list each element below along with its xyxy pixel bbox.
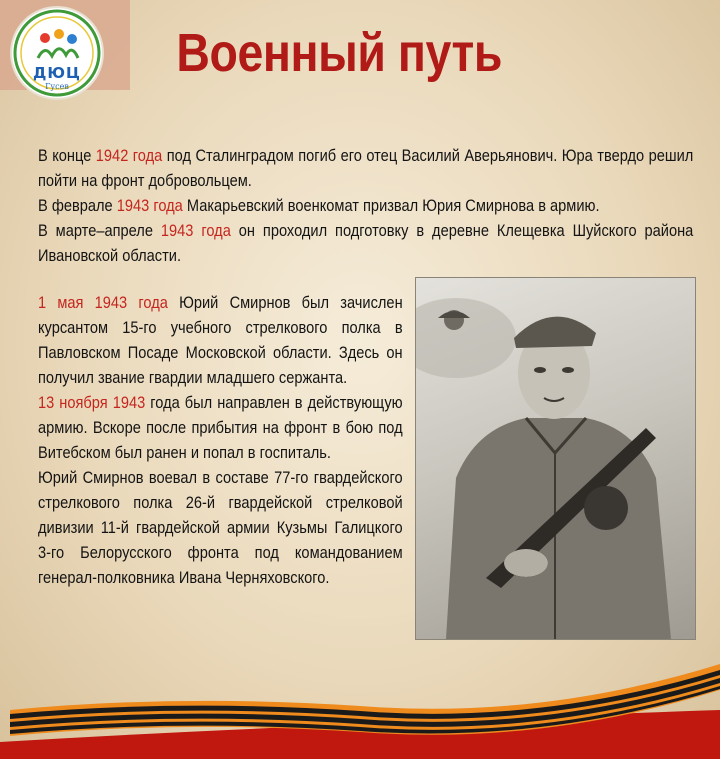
paragraph bbox=[38, 143, 693, 193]
text-span: В марте–апреле bbox=[38, 221, 161, 240]
text-span: Юрий Смирнов был зачислен курсантом 15-го учебного стрелкового полка в Павловском Посаде Московской области. Здесь он получил звание гвардии младшего сержанта. bbox=[38, 293, 403, 387]
paragraph bbox=[38, 390, 403, 465]
paragraph bbox=[38, 290, 403, 390]
service-text bbox=[38, 290, 403, 590]
text-span: В конце bbox=[38, 146, 96, 165]
page-title: Военный путь bbox=[176, 23, 502, 83]
paragraph bbox=[38, 193, 693, 218]
text-span: под Сталинградом погиб его отец Василий Аверьянович. Юра твердо решил пойти на фронт добровольцем. bbox=[38, 146, 694, 190]
logo-abbreviation: ДЮЦ bbox=[33, 64, 81, 82]
intro-text bbox=[38, 143, 693, 268]
organization-logo bbox=[12, 8, 102, 98]
soldier-portrait-icon bbox=[416, 278, 695, 639]
st-george-ribbon-icon bbox=[0, 650, 720, 759]
date-highlight: 1943 года bbox=[116, 196, 183, 215]
date-highlight: 13 ноября 1943 bbox=[38, 393, 146, 412]
text-span: В феврале bbox=[38, 196, 117, 215]
logo-city: Гусев bbox=[45, 82, 69, 91]
date-highlight: 1 мая 1943 года bbox=[38, 293, 168, 312]
text-span: Юрий Смирнов воевал в составе 77-го гвардейского стрелкового полка 26-й гвардейской стрелковой дивизии 11-й гвардейской армии Кузьмы Галицкого 3-го Белорусского фронта под командованием генерал-полковника Ивана Черняховского. bbox=[38, 468, 403, 587]
text-span: он проходил подготовку в деревне Клещевка Шуйского района Ивановской области. bbox=[38, 221, 694, 265]
paragraph bbox=[38, 218, 693, 268]
text-span: года был направлен в действующую армию. Вскоре после прибытия на фронт в бою под Витебском был ранен и попал в госпиталь. bbox=[38, 393, 403, 462]
text-span: Макарьевский военкомат призвал Юрия Смирнова в армию. bbox=[182, 196, 600, 215]
soldier-portrait bbox=[415, 277, 696, 640]
date-highlight: 1942 года bbox=[95, 146, 163, 165]
paragraph bbox=[38, 465, 403, 590]
date-highlight: 1943 года bbox=[160, 221, 231, 240]
